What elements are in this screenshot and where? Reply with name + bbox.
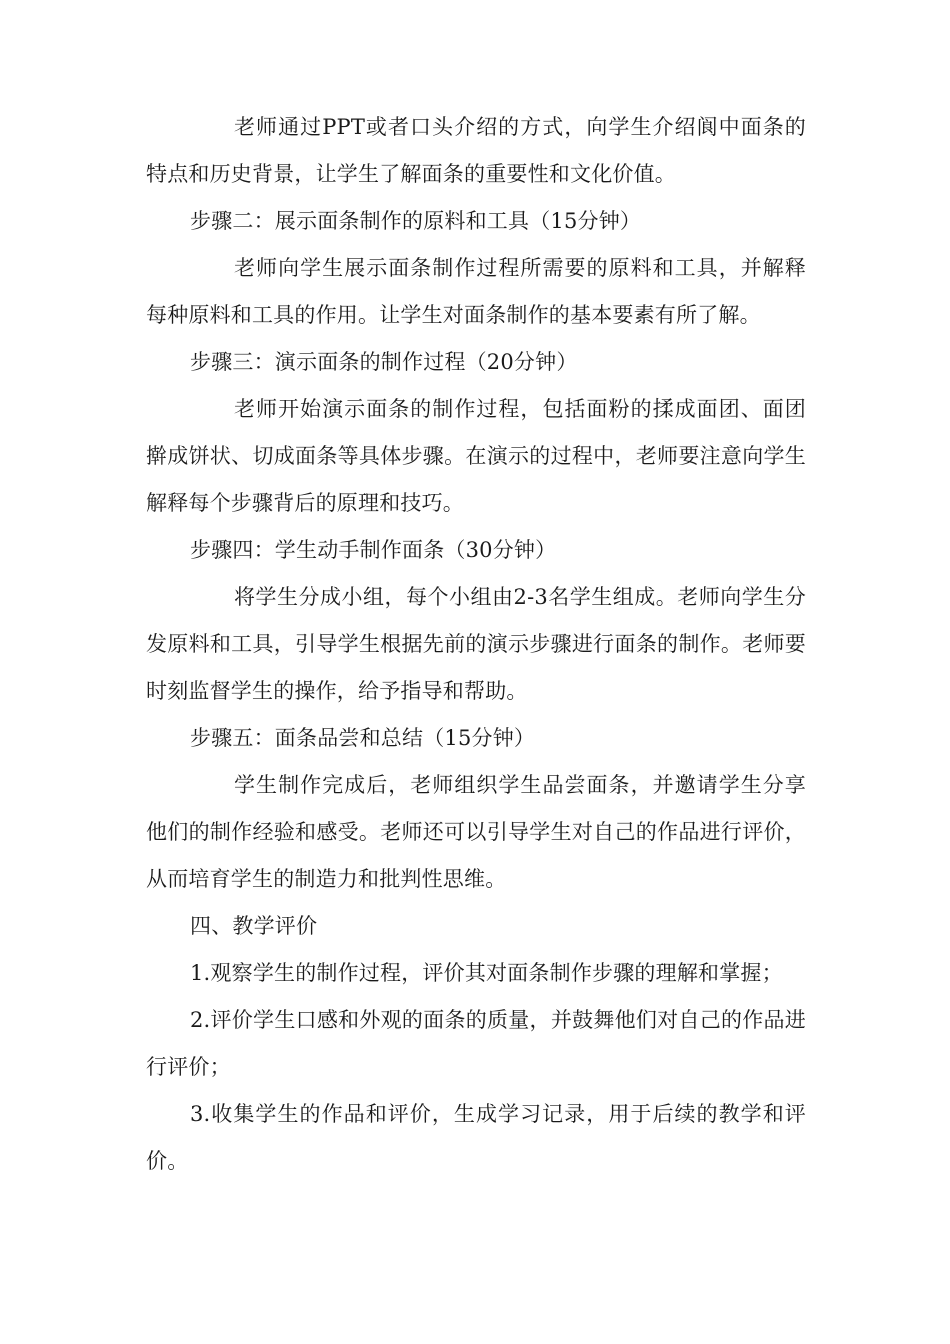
paragraph-step-3: 老师开始演示面条的制作过程，包括面粉的揉成面团、面团擀成饼状、切成面条等具体步骤。在演示的过程中，老师要注意向学生解释每个步骤背后的原理和技巧。	[146, 397, 806, 515]
paragraph-intro: 老师通过PPT或者口头介绍的方式，向学生介绍阆中面条的特点和历史背景，让学生了解面条的重要性和文化价值。	[146, 115, 806, 186]
heading-section-4: 四、教学评价	[190, 914, 318, 938]
body-text	[146, 104, 806, 1185]
heading-step-5: 步骤五：面条品尝和总结（15分钟）	[190, 726, 536, 750]
heading-step-2: 步骤二：展示面条制作的原料和工具（15分钟）	[190, 209, 642, 233]
paragraph-step-4: 将学生分成小组，每个小组由2-3名学生组成。老师向学生分发原料和工具，引导学生根据先前的演示步骤进行面条的制作。老师要时刻监督学生的操作，给予指导和帮助。	[146, 585, 806, 703]
list-item-2: 2.评价学生口感和外观的面条的质量，并鼓舞他们对自己的作品进行评价；	[146, 1008, 806, 1079]
heading-step-3: 步骤三：演示面条的制作过程（20分钟）	[190, 350, 578, 374]
list-item-3: 3.收集学生的作品和评价，生成学习记录，用于后续的教学和评价。	[146, 1102, 806, 1173]
heading-step-4: 步骤四：学生动手制作面条（30分钟）	[190, 538, 557, 562]
paragraph-step-5: 学生制作完成后，老师组织学生品尝面条，并邀请学生分享他们的制作经验和感受。老师还可以引导学生对自己的作品进行评价，从而培育学生的制造力和批判性思维。	[146, 773, 806, 891]
list-item-1: 1.观察学生的制作过程，评价其对面条制作步骤的理解和掌握；	[190, 961, 783, 985]
paragraph-step-2: 老师向学生展示面条制作过程所需要的原料和工具，并解释每种原料和工具的作用。让学生对面条制作的基本要素有所了解。	[146, 256, 806, 327]
